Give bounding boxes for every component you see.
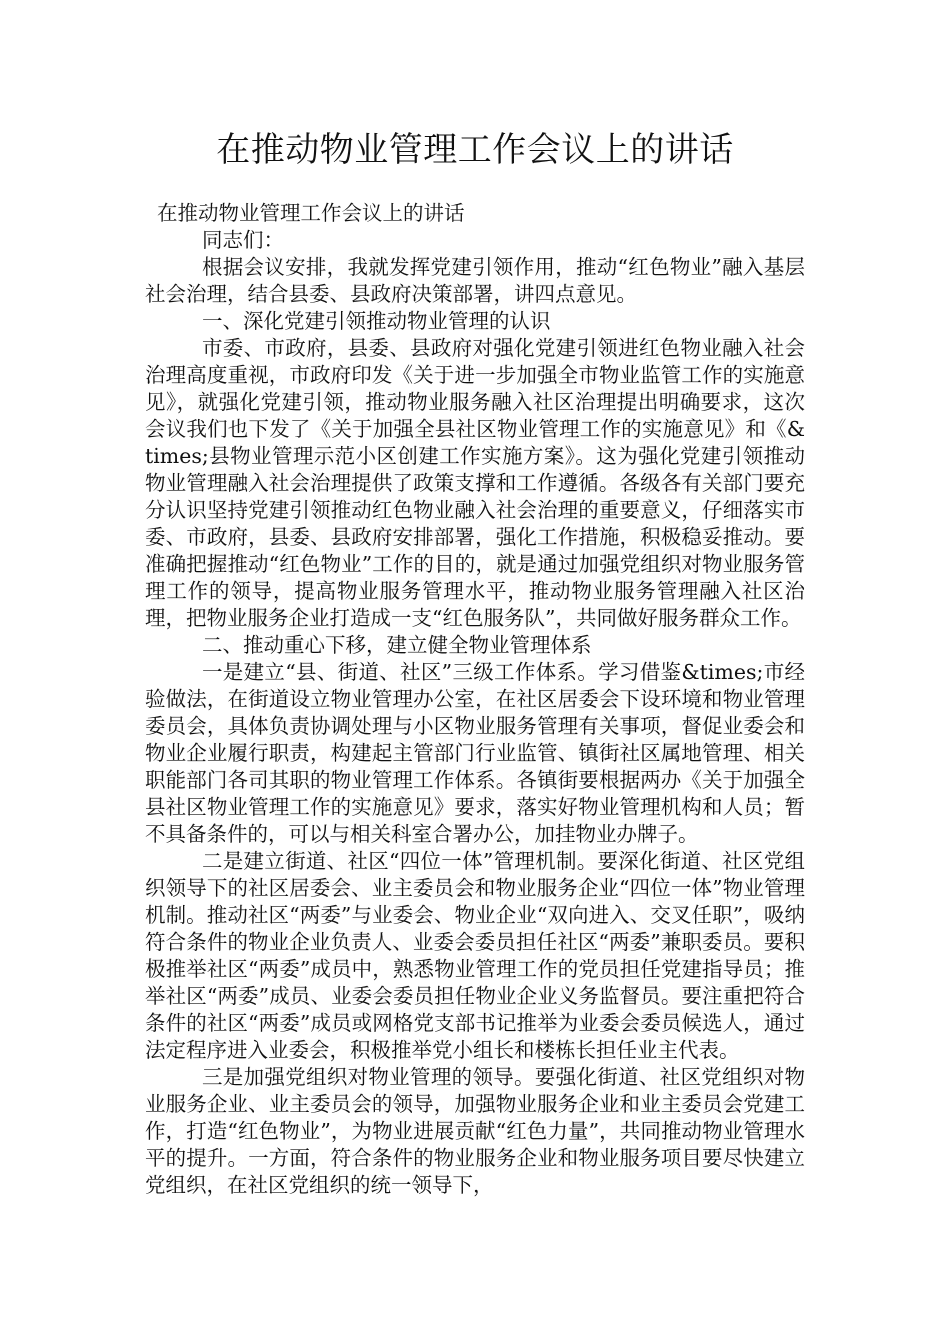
- salutation: 同志们：: [202, 228, 284, 252]
- section-1-paragraph: 市委、市政府，县委、县政府对强化党建引领进红色物业融入社会治理高度重视，市政府印发《关于进一步加强全市物业监管工作的实施意见》，就强化党建引领，推动物业服务融入社区治理提出明确要求，这次会议我们也下发了《关于加强全县社区物业管理工作的实施意见》和《&times;县物业管理示范小区创建工作实施方案》。这为强化党建引领推动物业管理融入社会治理提供了政策支撑和工作遵循。各级各有关部门要充分认识坚持党建引领推动红色物业融入社会治理的重要意义，仔细落实市委、市政府，县委、县政府安排部署，强化工作措施，积极稳妥推动。要准确把握推动“红色物业”工作的目的，就是通过加强党组织对物业服务管理工作的领导，提高物业服务管理水平，推动物业服务管理融入社区治理，把物业服务企业打造成一支“红色服务队”，共同做好服务群众工作。: [145, 336, 805, 630]
- section-2-paragraph-1: 一是建立“县、街道、社区”三级工作体系。学习借鉴&times;市经验做法，在街道设立物业管理办公室，在社区居委会下设环境和物业管理委员会，具体负责协调处理与小区物业服务管理有关事项，督促业委会和物业企业履行职责，构建起主管部门行业监管、镇街社区属地管理、相关职能部门各司其职的物业管理工作体系。各镇街要根据两办《关于加强全县社区物业管理工作的实施意见》要求，落实好物业管理机构和人员；暂不具备条件的，可以与相关科室合署办公，加挂物业办牌子。: [145, 660, 805, 846]
- intro-paragraph: 根据会议安排，我就发挥党建引领作用，推动“红色物业”融入基层社会治理，结合县委、县政府决策部署，讲四点意见。: [145, 255, 805, 306]
- document-body: [145, 200, 805, 1199]
- document-subtitle: 在推动物业管理工作会议上的讲话: [157, 201, 465, 225]
- section-2-paragraph-3: 三是加强党组织对物业管理的领导。要强化街道、社区党组织对物业服务企业、业主委员会的领导，加强物业服务企业和业主委员会党建工作，打造“红色物业”，为物业进展贡献“红色力量”，共同推动物业管理水平的提升。一方面，符合条件的物业服务企业和物业服务项目要尽快建立党组织，在社区党组织的统一领导下，: [145, 1065, 805, 1197]
- document-title: 在推动物业管理工作会议上的讲话: [216, 130, 734, 170]
- section-2-heading: 二、推动重心下移，建立健全物业管理体系: [202, 633, 592, 657]
- section-1-heading: 一、深化党建引领推动物业管理的认识: [202, 309, 551, 333]
- section-2-paragraph-2: 二是建立街道、社区“四位一体”管理机制。要深化街道、社区党组织领导下的社区居委会、业主委员会和物业服务企业“四位一体”物业管理机制。推动社区“两委”与业委会、物业企业“双向进入、交叉任职”，吸纳符合条件的物业企业负责人、业委会委员担任社区“两委”兼职委员。要积极推举社区“两委”成员中，熟悉物业管理工作的党员担任党建指导员；推举社区“两委”成员、业委会委员担任物业企业义务监督员。要注重把符合条件的社区“两委”成员或网格党支部书记推举为业委会委员候选人，通过法定程序进入业委会，积极推举党小组长和楼栋长担任业主代表。: [145, 849, 805, 1062]
